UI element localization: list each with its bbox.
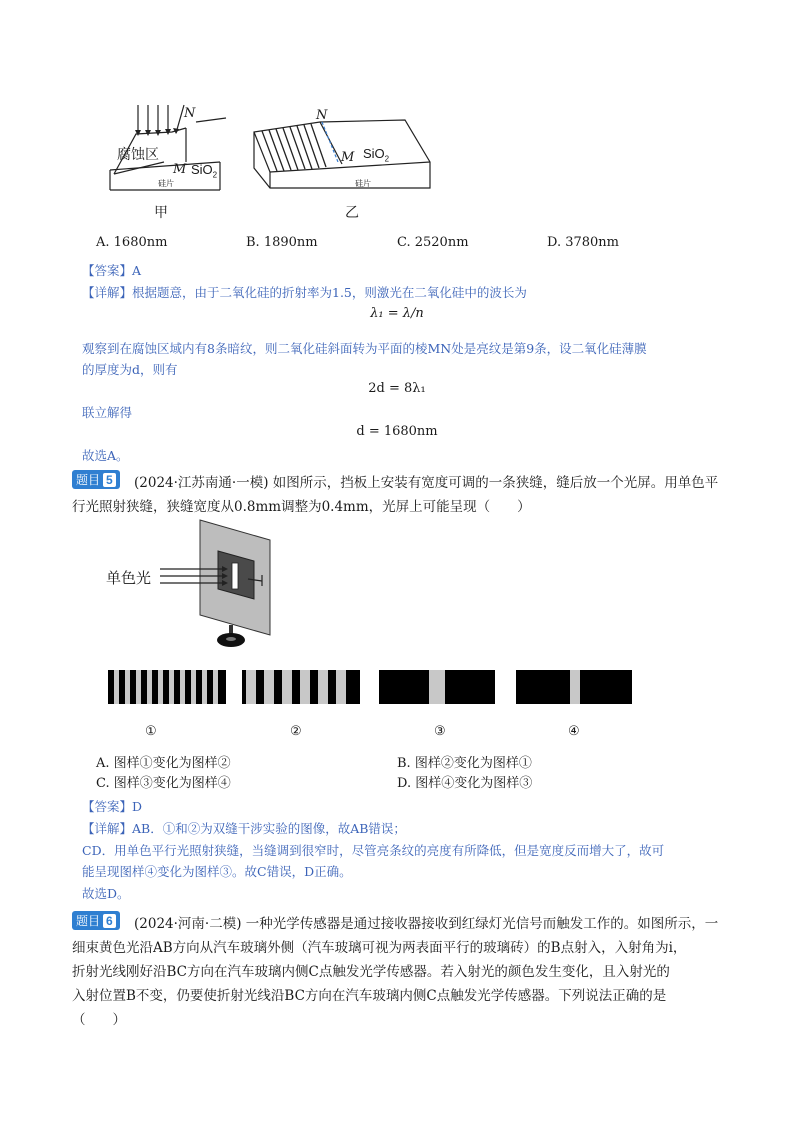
- pattern-strip-2: [242, 670, 360, 704]
- q4-formula-1: λ₁ = λ/n: [370, 306, 424, 321]
- q5-detail-3: 能呈现图样④变化为图样③。故C错误，D正确。: [82, 864, 352, 879]
- q4-detail-line-4: 联立解得: [82, 405, 133, 420]
- yi-n-label: N: [316, 108, 328, 123]
- q5-stem-line-2: 行光照射狭缝，狭缝宽度从0.8mm调整为0.4mm，光屏上可能呈现（ ）: [72, 499, 531, 515]
- q5-option-a[interactable]: A. 图样①变化为图样②: [96, 756, 231, 771]
- q4-formula-2: 2d = 8λ₁: [368, 381, 426, 396]
- q4-option-b[interactable]: B. 1890nm: [246, 235, 318, 250]
- jia-n-label: N: [184, 106, 196, 121]
- pattern-label-2: ②: [290, 724, 302, 739]
- monochromatic-light-label: 单色光: [106, 570, 152, 587]
- q5-option-d[interactable]: D. 图样④变化为图样③: [397, 776, 533, 791]
- q5-option-b[interactable]: B. 图样②变化为图样①: [397, 756, 532, 771]
- pattern-label-4: ④: [568, 724, 580, 739]
- pattern-label-1: ①: [145, 724, 157, 739]
- pattern-strip-1: [108, 670, 226, 704]
- q4-detail-line-1: 【详解】根据题意，由于二氧化硅的折射率为1.5，则激光在二氧化硅中的波长为: [82, 285, 527, 300]
- yi-m-label: M: [341, 150, 355, 165]
- q4-answer: 【答案】A: [82, 263, 142, 278]
- q5-detail-4: 故选D。: [82, 886, 130, 901]
- q5-option-c[interactable]: C. 图样③变化为图样④: [96, 776, 231, 791]
- q6-stem-line-2: 细束黄色光沿AB方向从汽车玻璃外侧（汽车玻璃可视为两表面平行的玻璃砖）的B点射入，入射角为i，: [72, 940, 687, 956]
- slit-apparatus-figure: [160, 515, 300, 650]
- q6-stem-line-1: (2024·河南·二模) 一种光学传感器是通过接收器接收到红绿灯光信号而触发工作的。如图所示，一: [134, 916, 719, 932]
- q4-option-d[interactable]: D. 3780nm: [547, 235, 620, 250]
- yi-sio2-label: SiO$_2$: [363, 146, 390, 164]
- pattern-strip-4: [516, 670, 632, 704]
- yi-wafer-label: 硅片: [355, 179, 371, 188]
- pattern-label-3: ③: [434, 724, 446, 739]
- jia-sio2-label: SiO$_2$: [191, 162, 218, 180]
- q5-detail-2: CD．用单色平行光照射狭缝，当缝调到很窄时，尽管亮条纹的亮度有所降低，但是宽度反而增大了，故可: [82, 843, 665, 858]
- q4-option-c[interactable]: C. 2520nm: [397, 235, 469, 250]
- jia-caption: 甲: [154, 205, 168, 221]
- q6-tag: 题目 6: [72, 911, 120, 930]
- q5-answer: 【答案】D: [82, 799, 143, 814]
- q4-formula-3: d = 1680nm: [356, 424, 438, 439]
- q6-stem-line-4: 入射位置B不变，仍要使折射光线沿BC方向在汽车玻璃内侧C点触发光学传感器。下列说法正确的是: [72, 988, 667, 1004]
- q5-stem-line-1: (2024·江苏南通·一模) 如图所示，挡板上安装有宽度可调的一条狭缝，缝后放一个光屏。用单色平: [134, 475, 719, 491]
- q4-detail-line-2: 观察到在腐蚀区域内有8条暗纹，则二氧化硅斜面转为平面的棱MN处是亮纹是第9条，设二氧化硅薄膜: [82, 341, 647, 356]
- jia-wafer-label: 硅片: [158, 179, 174, 188]
- jia-m-label: M: [173, 162, 187, 177]
- q5-detail-1: 【详解】AB．①和②为双缝干涉实验的图像，故AB错误；: [82, 821, 406, 836]
- q5-tag: 题目 5: [72, 470, 120, 489]
- q6-stem-line-3: 折射光线刚好沿BC方向在汽车玻璃内侧C点触发光学传感器。若入射光的颜色发生变化，且入射光的: [72, 964, 670, 980]
- pattern-strip-3: [379, 670, 495, 704]
- jia-region-label: 腐蚀区: [117, 147, 159, 163]
- q6-stem-line-5: （ ）: [72, 1012, 126, 1028]
- q4-detail-line-3: 的厚度为d，则有: [82, 362, 178, 377]
- yi-caption: 乙: [345, 205, 359, 221]
- q4-option-a[interactable]: A. 1680nm: [96, 235, 168, 250]
- q4-detail-line-5: 故选A。: [82, 448, 129, 463]
